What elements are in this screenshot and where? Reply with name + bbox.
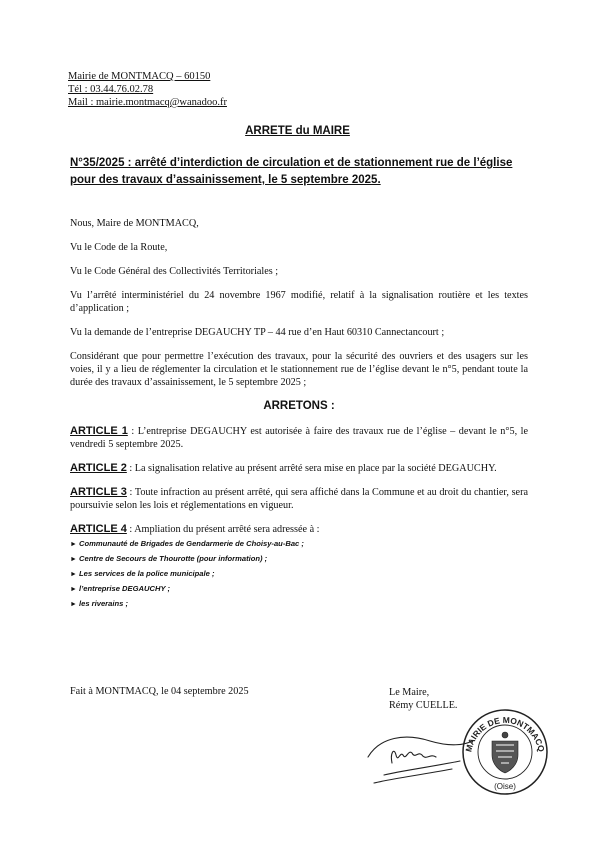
list-item: ► l’entreprise DEGAUCHY ; — [70, 582, 528, 597]
article-2-label: ARTICLE 2 — [70, 462, 127, 474]
article-4 — [70, 523, 528, 536]
arretons-heading: ARRETONS : — [263, 400, 335, 412]
paragraph-vu-arrete: Vu l’arrêté interministériel du 24 novembre 1967 modifié, relatif à la signalisation routière et les textes d’application ; — [70, 290, 528, 314]
article-2 — [70, 462, 528, 475]
stamp-and-signature — [360, 705, 560, 810]
document-title: ARRETE du MAIRE — [245, 125, 350, 137]
article-4-label: ARTICLE 4 — [70, 523, 127, 535]
article-4-text: : Ampliation du présent arrêté sera adressée à : — [126, 524, 320, 535]
document-body — [70, 217, 528, 612]
paragraph-vu-cgct: Vu le Code Général des Collectivités Territoriales ; — [70, 266, 279, 277]
article-1-label: ARTICLE 1 — [70, 425, 128, 437]
article-3-text: : Toute infraction au présent arrêté, qui sera affiché dans la Commune et au droit du chantier, sera poursuivie selon les lois et réglementations en vigueur. — [70, 487, 528, 511]
handwritten-signature — [368, 737, 472, 783]
mairie-header — [68, 70, 227, 109]
mairie-name: Mairie de MONTMACQ – 60150 — [68, 71, 211, 82]
article-1-text: : L’entreprise DEGAUCHY est autorisée à faire des travaux rue de l’église – devant le n°5, le vendredi 5 septembre 2025. — [70, 426, 528, 450]
list-item: ► les riverains ; — [70, 597, 528, 612]
seal-text: MAIRIE DE MONTMACQ — [463, 714, 547, 753]
paragraph-vu-demande: Vu la demande de l’entreprise DEGAUCHY TP – 44 rue d’en Haut 60310 Cannectancourt ; — [70, 327, 445, 338]
paragraph-considerant: Considérant que pour permettre l’exécution des travaux, pour la sécurité des ouvriers et des usagers sur les voies, il y a lieu de réglementer la circulation et le stationnement rue de l’église devant le n°5, pendant toute la durée des travaux d’assainissement, le 5 septembre 2025 ; — [70, 351, 528, 388]
arrow-right-icon: ► — [70, 541, 77, 548]
article-1 — [70, 425, 528, 451]
mairie-seal — [463, 710, 547, 794]
article-3-label: ARTICLE 3 — [70, 486, 127, 498]
article-2-text: : La signalisation relative au présent arrêté sera mise en place par la société DEGAUCHY. — [126, 463, 497, 474]
arrow-right-icon: ► — [70, 571, 77, 578]
list-item: ► Les services de la police municipale ; — [70, 567, 528, 582]
article-3 — [70, 486, 528, 512]
date-place: Fait à MONTMACQ, le 04 septembre 2025 — [70, 686, 249, 697]
coat-of-arms-icon — [492, 732, 518, 773]
arrow-right-icon: ► — [70, 556, 77, 563]
recipients-list — [70, 537, 528, 612]
paragraph-nous: Nous, Maire de MONTMACQ, — [70, 218, 199, 229]
arrow-right-icon: ► — [70, 586, 77, 593]
list-item: ► Communauté de Brigades de Gendarmerie de Choisy-au-Bac ; — [70, 537, 528, 552]
arrow-right-icon: ► — [70, 601, 77, 608]
mairie-email: Mail : mairie.montmacq@wanadoo.fr — [68, 97, 227, 108]
arrete-subject: N°35/2025 : arrêté d’interdiction de circulation et de stationnement rue de l’église pour des travaux d’assainissement, le 5 septembre 2025. — [70, 157, 513, 186]
mairie-phone: Tél : 03.44.76.02.78 — [68, 84, 154, 95]
signature-name: Rémy CUELLE. — [389, 700, 458, 711]
signature-role: Le Maire, — [389, 687, 430, 698]
list-item: ► Centre de Secours de Thourotte (pour information) ; — [70, 552, 528, 567]
seal-dept: (Oise) — [494, 782, 516, 791]
paragraph-vu-code-route: Vu le Code de la Route, — [70, 242, 168, 253]
